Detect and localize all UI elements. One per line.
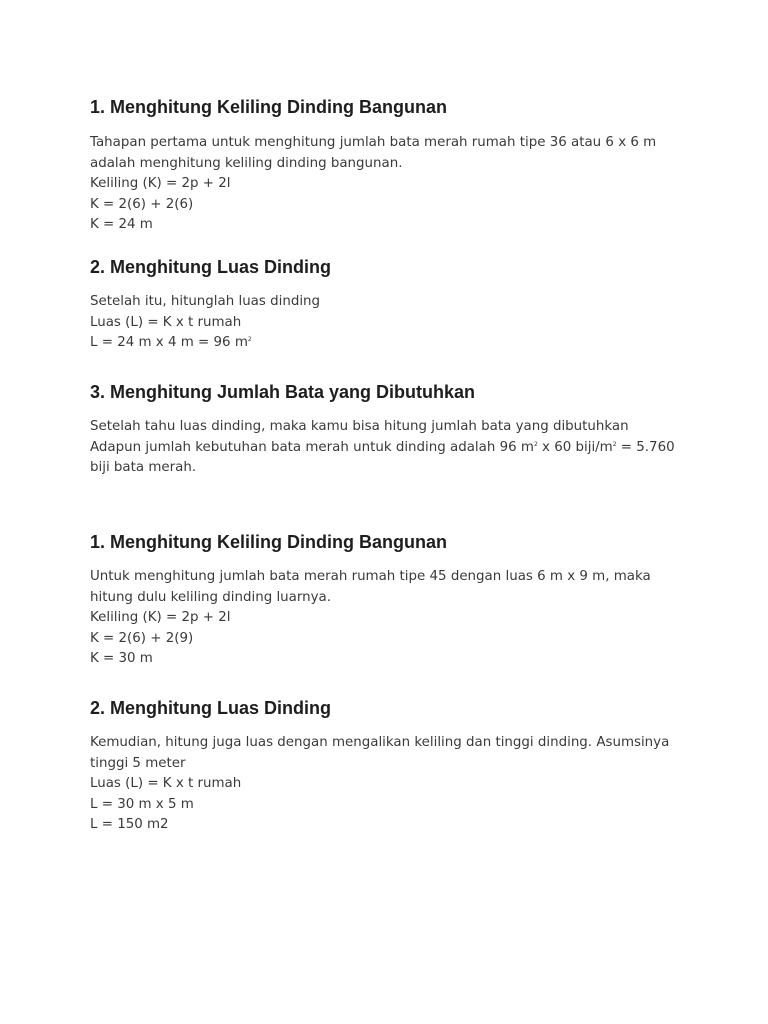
formula-line-area [90, 333, 320, 354]
body-line: adalah menghitung keliling dinding bangunan. [90, 155, 403, 171]
section-body-keliling-45 [90, 567, 651, 670]
formula-line: Keliling (K) = 2p + 2l [90, 610, 231, 625]
body-line: Kemudian, hitung juga luas dengan mengalikan keliling dan tinggi dinding. Asumsinya [90, 735, 670, 750]
formula-line: K = 24 m [90, 217, 153, 232]
section-heading-keliling-36: 1. Menghitung Keliling Dinding Bangunan [90, 97, 447, 117]
section-heading-keliling-45: 1. Menghitung Keliling Dinding Bangunan [90, 532, 447, 552]
formula-line: L = 150 m2 [90, 817, 169, 832]
superscript: 2 [247, 336, 252, 343]
section-body-luas-45 [90, 733, 669, 836]
superscript: 2 [612, 440, 617, 448]
section-heading-luas-36: 2. Menghitung Luas Dinding [90, 257, 331, 277]
section-heading-jumlah-bata: 3. Menghitung Jumlah Bata yang Dibutuhkan [90, 382, 476, 402]
body-line: hitung dulu keliling dinding luarnya. [90, 589, 332, 605]
superscript: 2 [533, 440, 538, 448]
body-line: biji bata merah. [90, 460, 197, 475]
calc-text-a: Adapun jumlah kebutuhan bata merah untuk dinding adalah 96 m [90, 439, 534, 455]
body-line: Tahapan pertama untuk menghitung jumlah bata merah rumah tipe 36 atau 6 x 6 m [90, 135, 657, 150]
calc-text-b: x 60 biji/m [537, 439, 613, 455]
section-body-jumlah-bata [90, 417, 675, 479]
body-line: Setelah tahu luas dinding, maka kamu bisa hitung jumlah bata yang dibutuhkan [90, 419, 629, 434]
formula-line: Keliling (K) = 2p + 2l [90, 176, 231, 191]
section-body-luas-36 [90, 292, 320, 354]
body-line: Untuk menghitung jumlah bata merah rumah tipe 45 dengan luas 6 m x 9 m, maka [90, 569, 651, 584]
formula-line: K = 30 m [90, 651, 153, 666]
section-body-keliling-36 [90, 133, 656, 236]
section-heading-luas-45: 2. Menghitung Luas Dinding [90, 698, 331, 718]
formula-line: L = 30 m x 5 m [90, 796, 194, 812]
body-line: Setelah itu, hitunglah luas dinding [90, 294, 321, 309]
formula-line: K = 2(6) + 2(6) [90, 196, 194, 212]
formula-line: K = 2(6) + 2(9) [90, 630, 194, 646]
area-text: L = 24 m x 4 m = 96 m [90, 335, 248, 350]
formula-line: Luas (L) = K x t rumah [90, 776, 242, 791]
calc-text-c: = 5.760 [616, 439, 675, 455]
formula-line: Luas (L) = K x t rumah [90, 314, 242, 330]
body-line: tinggi 5 meter [90, 755, 186, 771]
body-line-calculation [90, 438, 675, 459]
